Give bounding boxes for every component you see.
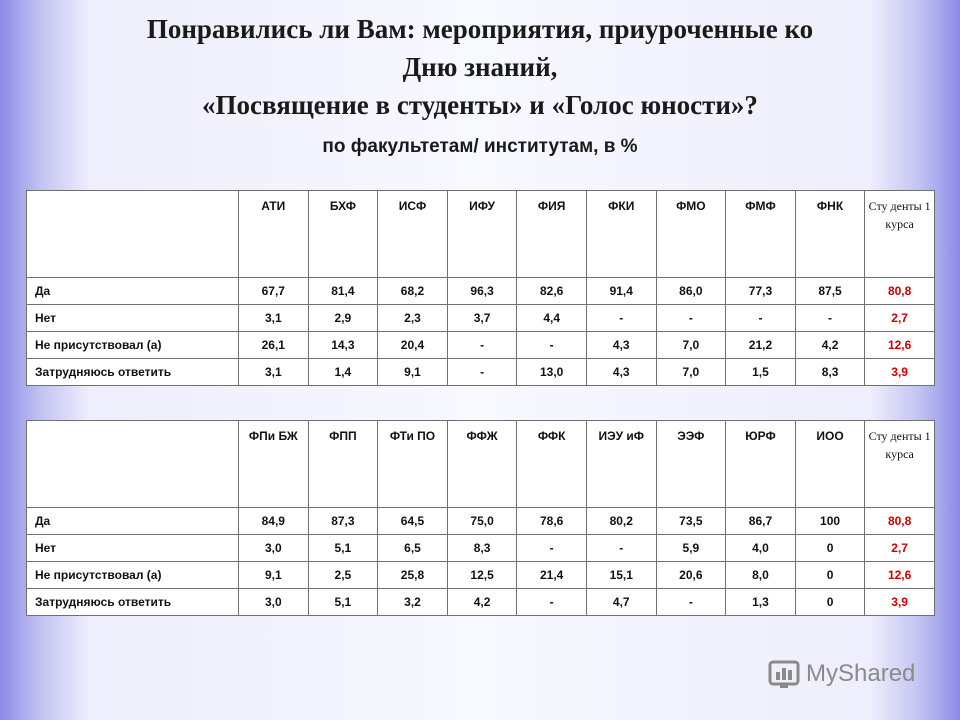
value-cell: 7,0 <box>656 359 726 386</box>
value-cell: 87,3 <box>308 508 378 535</box>
value-cell: 26,1 <box>239 332 309 359</box>
column-header: АТИ <box>239 191 309 278</box>
value-cell: 100 <box>795 508 865 535</box>
value-cell: 4,3 <box>586 332 656 359</box>
column-header: ЮРФ <box>726 421 796 508</box>
value-cell: 4,3 <box>586 359 656 386</box>
slide-subtitle: по факультетам/ институтам, в % <box>322 136 638 157</box>
value-cell: 0 <box>795 535 865 562</box>
value-cell: 4,0 <box>726 535 796 562</box>
value-cell: 73,5 <box>656 508 726 535</box>
value-cell: 3,1 <box>239 305 309 332</box>
value-cell: 9,1 <box>239 562 309 589</box>
value-cell: 78,6 <box>517 508 587 535</box>
value-cell: 7,0 <box>656 332 726 359</box>
column-header: ФФК <box>517 421 587 508</box>
column-header: ФПи БЖ <box>239 421 309 508</box>
value-cell: 8,0 <box>726 562 796 589</box>
myshared-logo-icon <box>768 658 802 690</box>
value-cell: 3,7 <box>447 305 517 332</box>
value-cell: - <box>447 332 517 359</box>
header-row <box>27 191 935 278</box>
results-table-1 <box>26 190 935 386</box>
title-line-2: Дню знаний, <box>402 52 558 82</box>
header-corner-cell <box>27 191 239 278</box>
watermark-brand: MyShared <box>806 660 916 687</box>
value-cell: 5,9 <box>656 535 726 562</box>
row-label: Нет <box>27 305 239 332</box>
value-cell: 1,4 <box>308 359 378 386</box>
column-header: ФМФ <box>726 191 796 278</box>
column-header: ИСФ <box>378 191 448 278</box>
value-cell: 80,8 <box>865 508 935 535</box>
value-cell: 21,4 <box>517 562 587 589</box>
table-row <box>27 305 935 332</box>
value-cell: - <box>726 305 796 332</box>
column-header: Сту денты 1 курса <box>865 421 935 508</box>
header-row <box>27 421 935 508</box>
value-cell: - <box>517 535 587 562</box>
value-cell: - <box>517 332 587 359</box>
column-header: ФМО <box>656 191 726 278</box>
value-cell: 25,8 <box>378 562 448 589</box>
table-row <box>27 589 935 616</box>
table-row <box>27 535 935 562</box>
value-cell: 12,6 <box>865 332 935 359</box>
value-cell: 80,8 <box>865 278 935 305</box>
value-cell: 86,0 <box>656 278 726 305</box>
value-cell: 5,1 <box>308 535 378 562</box>
table-row <box>27 278 935 305</box>
value-cell: 75,0 <box>447 508 517 535</box>
column-header: ИФУ <box>447 191 517 278</box>
column-header: ФНК <box>795 191 865 278</box>
column-header: ФФЖ <box>447 421 517 508</box>
value-cell: - <box>447 359 517 386</box>
value-cell: 2,9 <box>308 305 378 332</box>
value-cell: - <box>517 589 587 616</box>
value-cell: - <box>795 305 865 332</box>
row-label: Нет <box>27 535 239 562</box>
results-table-2 <box>26 420 935 616</box>
value-cell: 2,5 <box>308 562 378 589</box>
value-cell: 4,2 <box>447 589 517 616</box>
value-cell: 21,2 <box>726 332 796 359</box>
column-header: ФИЯ <box>517 191 587 278</box>
value-cell: 8,3 <box>447 535 517 562</box>
column-header: ИЭУ иФ <box>586 421 656 508</box>
value-cell: 82,6 <box>517 278 587 305</box>
value-cell: 68,2 <box>378 278 448 305</box>
value-cell: 3,2 <box>378 589 448 616</box>
value-cell: 20,4 <box>378 332 448 359</box>
value-cell: 20,6 <box>656 562 726 589</box>
value-cell: 0 <box>795 562 865 589</box>
value-cell: 86,7 <box>726 508 796 535</box>
value-cell: 4,4 <box>517 305 587 332</box>
title-line-1: Понравились ли Вам: мероприятия, приуроченные ко <box>146 14 814 44</box>
value-cell: - <box>586 305 656 332</box>
value-cell: 6,5 <box>378 535 448 562</box>
value-cell: 3,0 <box>239 535 309 562</box>
value-cell: 3,9 <box>865 589 935 616</box>
table-row <box>27 562 935 589</box>
row-label: Не присутствовал (а) <box>27 562 239 589</box>
value-cell: - <box>586 535 656 562</box>
value-cell: 84,9 <box>239 508 309 535</box>
column-header: Сту денты 1 курса <box>865 191 935 278</box>
value-cell: - <box>656 305 726 332</box>
value-cell: 1,5 <box>726 359 796 386</box>
value-cell: 2,3 <box>378 305 448 332</box>
table-row <box>27 508 935 535</box>
value-cell: 12,6 <box>865 562 935 589</box>
value-cell: 0 <box>795 589 865 616</box>
slide-title <box>0 10 960 124</box>
row-label: Да <box>27 278 239 305</box>
row-label: Затрудняюсь ответить <box>27 589 239 616</box>
value-cell: 5,1 <box>308 589 378 616</box>
row-label: Затрудняюсь ответить <box>27 359 239 386</box>
value-cell: 2,7 <box>865 535 935 562</box>
value-cell: 3,9 <box>865 359 935 386</box>
value-cell: 2,7 <box>865 305 935 332</box>
column-header: ЭЭФ <box>656 421 726 508</box>
table-row <box>27 359 935 386</box>
value-cell: 96,3 <box>447 278 517 305</box>
column-header: ФТи ПО <box>378 421 448 508</box>
row-label: Да <box>27 508 239 535</box>
value-cell: 4,2 <box>795 332 865 359</box>
value-cell: 3,0 <box>239 589 309 616</box>
value-cell: 67,7 <box>239 278 309 305</box>
column-header: ИОО <box>795 421 865 508</box>
value-cell: 91,4 <box>586 278 656 305</box>
value-cell: 9,1 <box>378 359 448 386</box>
header-corner-cell <box>27 421 239 508</box>
value-cell: 81,4 <box>308 278 378 305</box>
column-header: БХФ <box>308 191 378 278</box>
value-cell: 3,1 <box>239 359 309 386</box>
value-cell: 14,3 <box>308 332 378 359</box>
value-cell: - <box>656 589 726 616</box>
value-cell: 87,5 <box>795 278 865 305</box>
value-cell: 13,0 <box>517 359 587 386</box>
myshared-watermark <box>768 656 915 692</box>
title-line-3: «Посвящение в студенты» и «Голос юности»? <box>202 90 758 120</box>
column-header: ФПП <box>308 421 378 508</box>
table-row <box>27 332 935 359</box>
value-cell: 8,3 <box>795 359 865 386</box>
value-cell: 12,5 <box>447 562 517 589</box>
value-cell: 77,3 <box>726 278 796 305</box>
row-label: Не присутствовал (а) <box>27 332 239 359</box>
value-cell: 4,7 <box>586 589 656 616</box>
value-cell: 15,1 <box>586 562 656 589</box>
value-cell: 80,2 <box>586 508 656 535</box>
value-cell: 1,3 <box>726 589 796 616</box>
value-cell: 64,5 <box>378 508 448 535</box>
column-header: ФКИ <box>586 191 656 278</box>
